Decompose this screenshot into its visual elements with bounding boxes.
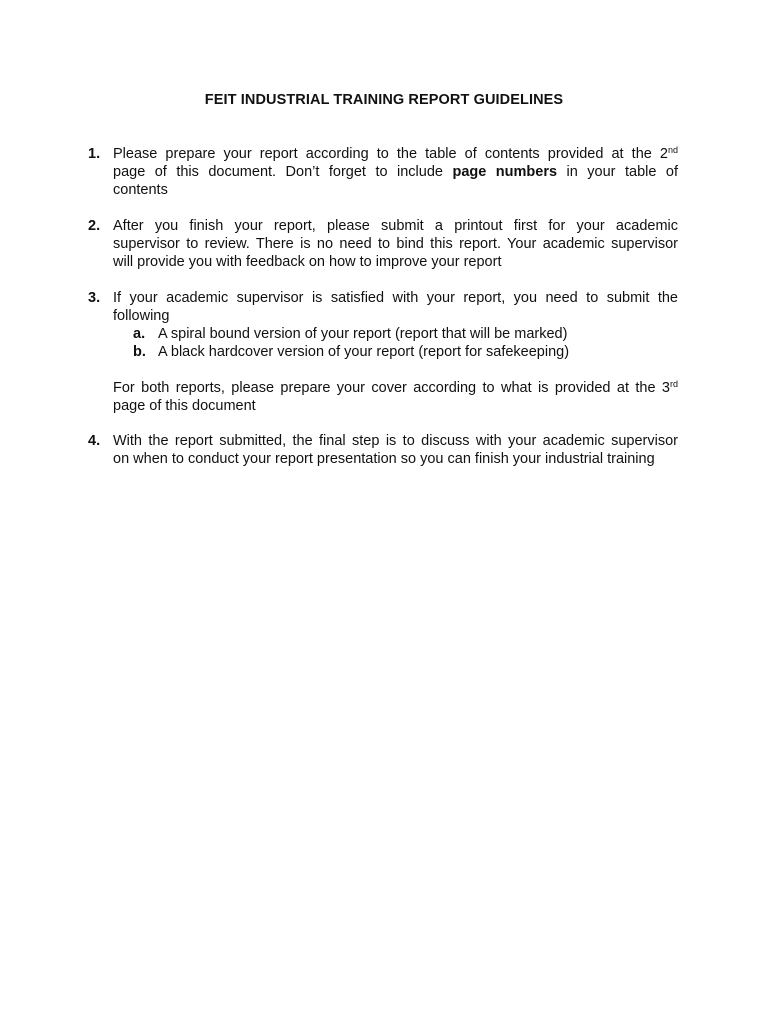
guideline-item-2 bbox=[88, 217, 678, 271]
sub-item-text: A black hardcover version of your report (report for safekeeping) bbox=[158, 344, 570, 360]
ordinal-suffix: rd bbox=[669, 379, 678, 389]
emphasis-text: page numbers bbox=[452, 164, 558, 180]
item-line: will provide you with feedback on how to improve your report bbox=[113, 254, 502, 270]
item-number: 3. bbox=[88, 290, 101, 306]
item-text: in your table of bbox=[557, 164, 678, 180]
sub-item-b bbox=[133, 343, 678, 361]
item-number: 2. bbox=[88, 218, 101, 234]
item-text: Please prepare your report according to the table of contents provided at the 2 bbox=[113, 146, 668, 162]
ordinal-suffix: nd bbox=[667, 145, 678, 155]
item-text: page of this document. Don’t forget to include bbox=[113, 164, 453, 180]
item-line: supervisor to review. There is no need to bind this report. Your academic supervisor bbox=[113, 236, 678, 252]
item-line: following bbox=[113, 308, 170, 324]
item-body bbox=[113, 432, 678, 468]
item-line: contents bbox=[113, 182, 168, 198]
item-text: For both reports, please prepare your cover according to what is provided at the 3 bbox=[113, 380, 670, 396]
item-body bbox=[113, 217, 678, 271]
item-line: on when to conduct your report presentation so you can finish your industrial training bbox=[113, 451, 655, 467]
item-paragraph bbox=[113, 379, 678, 415]
item-line bbox=[113, 379, 678, 397]
item-line: After you finish your report, please submit a printout first for your academic bbox=[113, 218, 678, 234]
item-line: If your academic supervisor is satisfied with your report, you need to submit the bbox=[113, 290, 678, 306]
item-line bbox=[113, 163, 678, 181]
sub-item-letter: b. bbox=[133, 344, 146, 360]
sub-item-letter: a. bbox=[133, 326, 146, 342]
item-line bbox=[113, 145, 678, 163]
item-number: 1. bbox=[88, 146, 101, 162]
document-title: FEIT INDUSTRIAL TRAINING REPORT GUIDELINES bbox=[204, 92, 564, 108]
item-body bbox=[113, 145, 678, 199]
item-body bbox=[113, 289, 678, 415]
sub-item-text: A spiral bound version of your report (report that will be marked) bbox=[158, 326, 568, 342]
item-line: With the report submitted, the final step is to discuss with your academic supervisor bbox=[113, 433, 678, 449]
item-number: 4. bbox=[88, 433, 101, 449]
guideline-item-4 bbox=[88, 432, 678, 468]
sub-item-a bbox=[133, 325, 678, 343]
guideline-item-3 bbox=[88, 289, 678, 415]
item-line: page of this document bbox=[113, 398, 256, 414]
guideline-item-1 bbox=[88, 145, 678, 199]
